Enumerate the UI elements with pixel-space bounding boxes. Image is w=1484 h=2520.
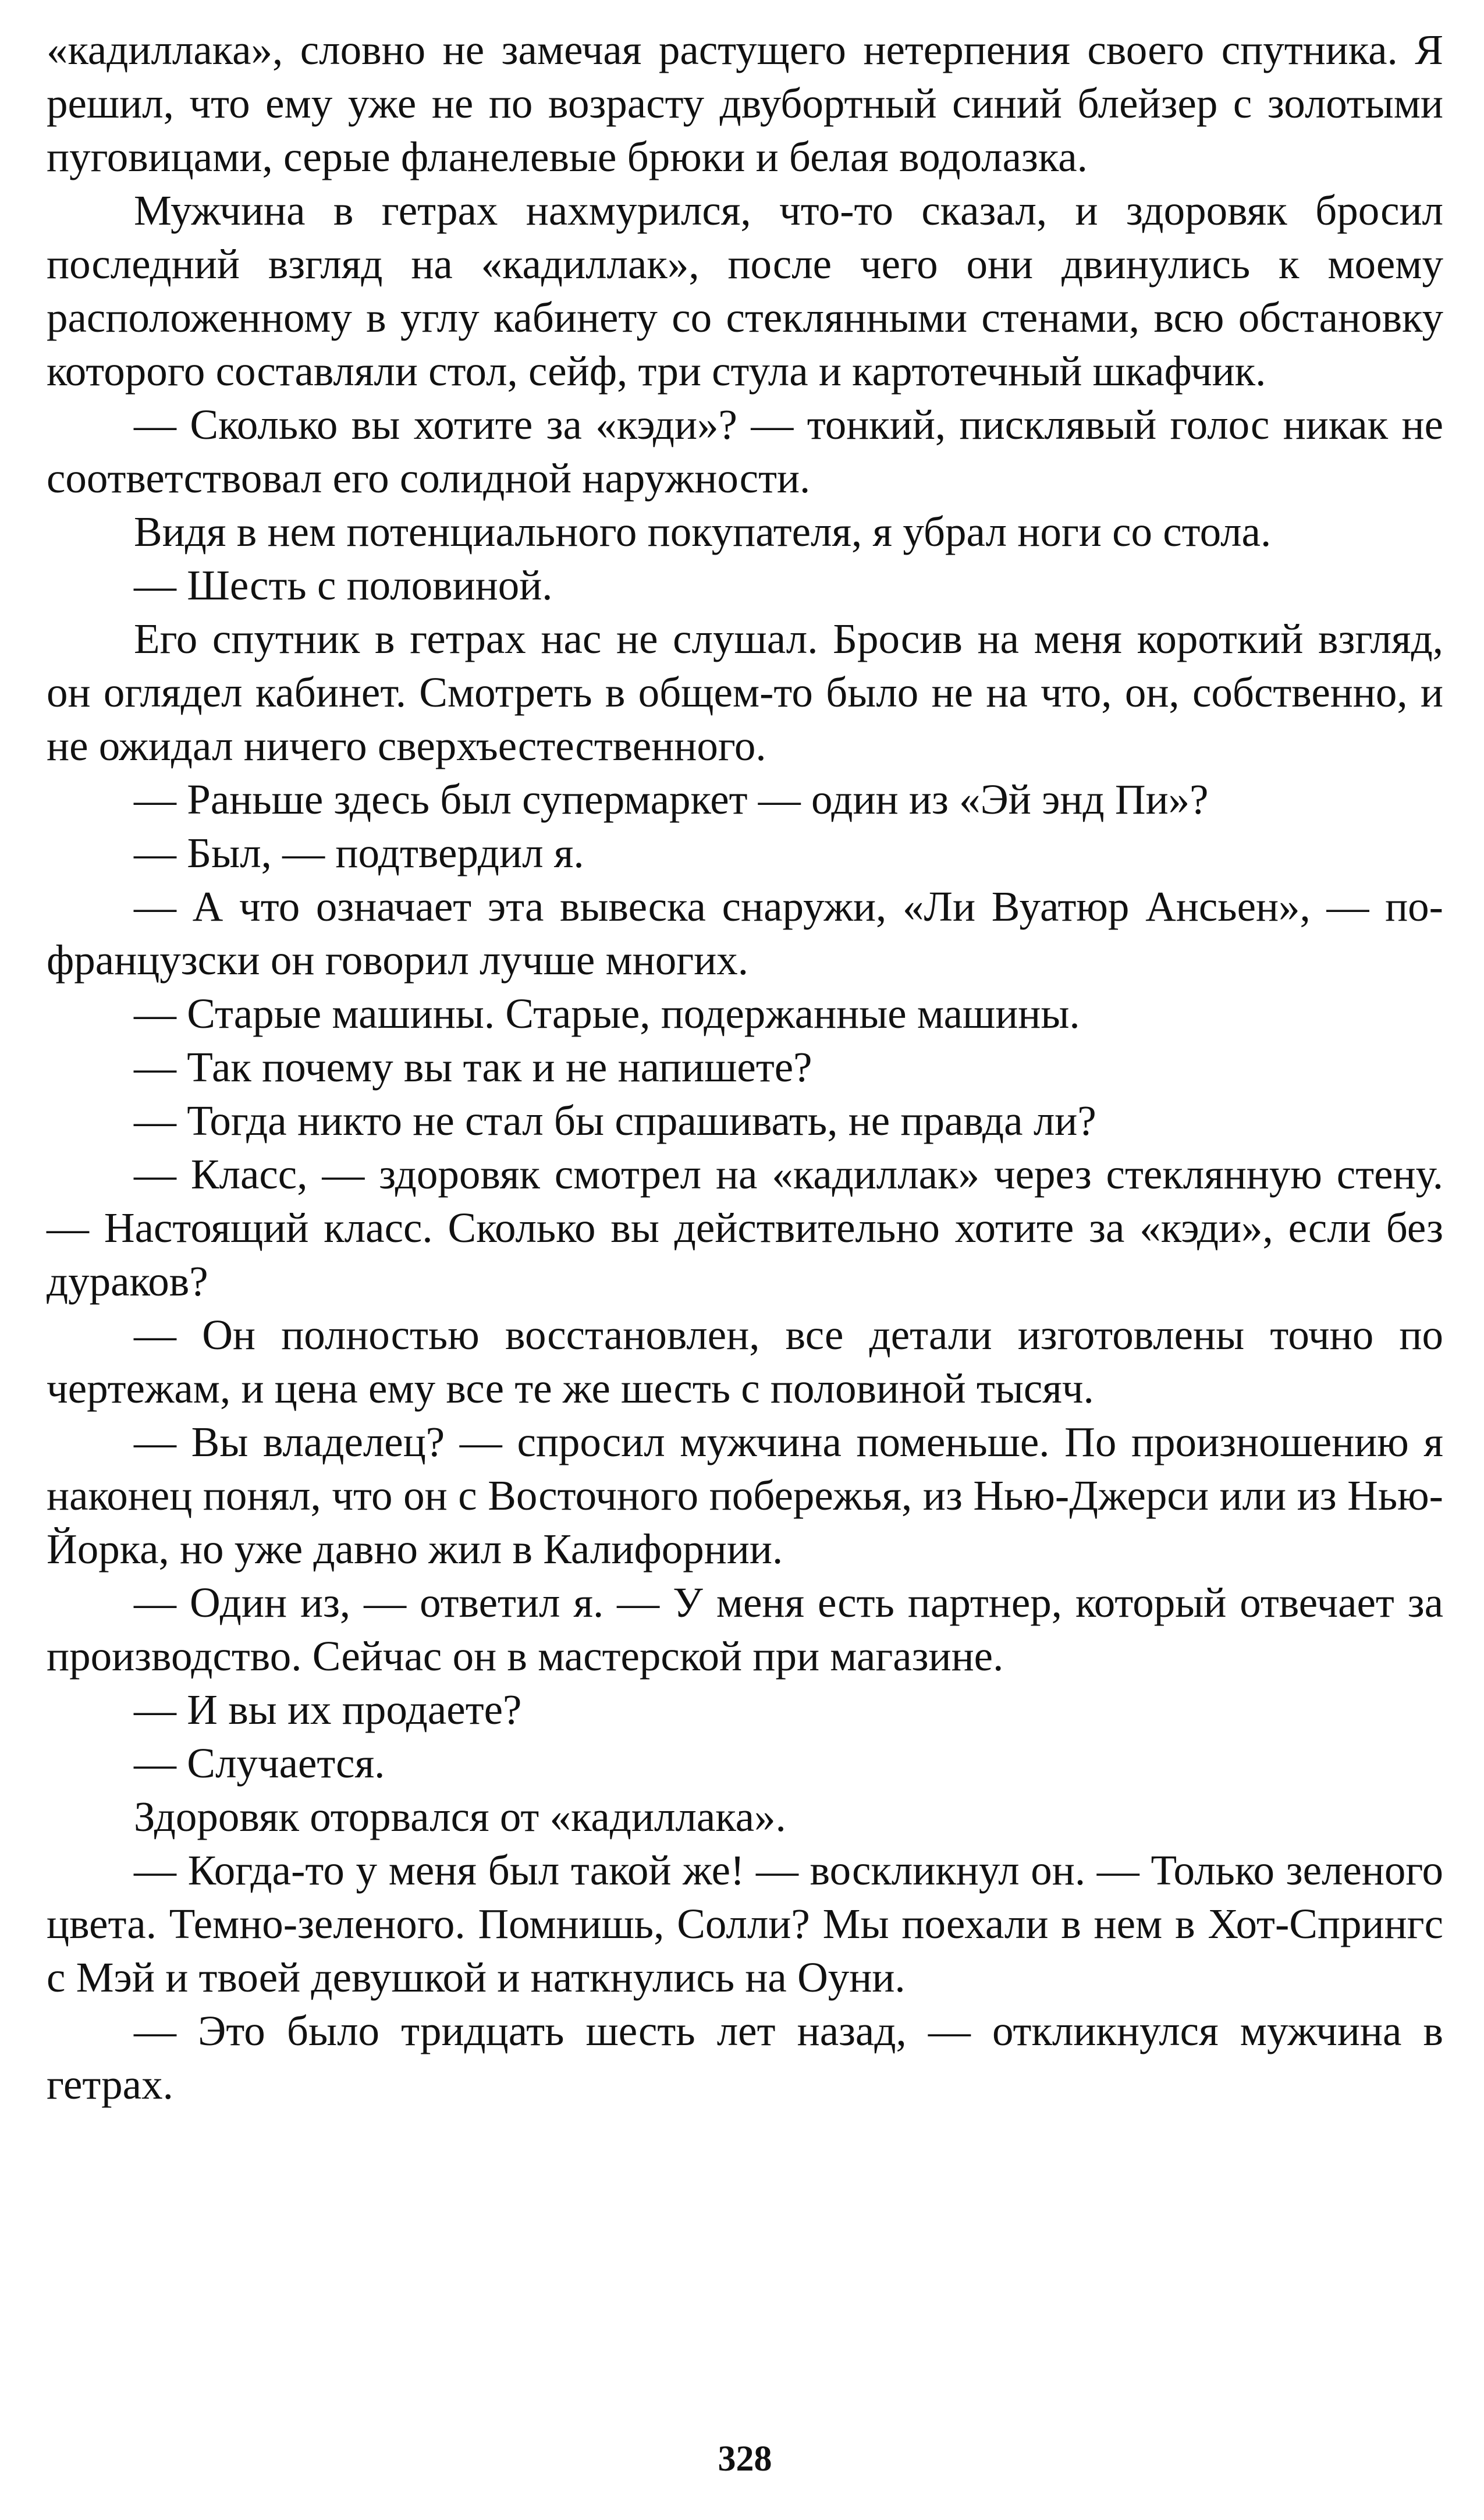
- paragraph: — Класс, — здоровяк смотрел на «кадиллак» через стеклянную стену. — Настоящий класс. Сколько вы действительно хотите за «кэди», если без дураков?: [47, 1151, 1443, 1305]
- paragraph: — Так почему вы так и не напишете?: [134, 1044, 812, 1091]
- paragraph: — Случается.: [134, 1740, 385, 1787]
- paragraph: — Это было тридцать шесть лет назад, — откликнулся мужчина в гетрах.: [47, 2007, 1443, 2108]
- paragraph: Его спутник в гетрах нас не слушал. Бросив на меня короткий взгляд, он оглядел кабинет. Смотреть в общем-то было не на что, он, собственно, и не ожидал ничего сверхъестественного.: [47, 615, 1443, 769]
- paragraph: — Он полностью восстановлен, все детали изготовлены точно по чертежам, и цена ему все те же шесть с половиной тысяч.: [47, 1311, 1443, 1412]
- paragraph: — Раньше здесь был супермаркет — один из «Эй энд Пи»?: [134, 776, 1209, 823]
- paragraph: Здоровяк оторвался от «кадиллака».: [134, 1793, 786, 1840]
- paragraph: — Когда-то у меня был такой же! — воскликнул он. — Только зеленого цвета. Темно-зеленого. Помнишь, Солли? Мы поехали в нем в Хот-Спрингс с Мэй и твоей девушкой и наткнулись на Оуни.: [47, 1847, 1443, 2001]
- page-number: 328: [718, 2439, 772, 2479]
- paragraph: — Тогда никто не стал бы спрашивать, не правда ли?: [134, 1097, 1096, 1144]
- paragraph: — И вы их продаете?: [134, 1686, 522, 1733]
- paragraph: — Вы владелец? — спросил мужчина поменьше. По произношению я наконец понял, что он с Восточного побережья, из Нью-Джерси или из Нью-Йорка, но уже давно жил в Калифорнии.: [47, 1418, 1443, 1573]
- paragraph: — Сколько вы хотите за «кэди»? — тонкий, писклявый голос никак не соответствовал его солидной наружности.: [47, 401, 1443, 502]
- paragraph: — Один из, — ответил я. — У меня есть партнер, который отвечает за производство. Сейчас он в мастерской при магазине.: [47, 1579, 1443, 1680]
- paragraph: — Был, — подтвердил я.: [134, 829, 584, 876]
- paragraph: Мужчина в гетрах нахмурился, что-то сказал, и здоровяк бросил последний взгляд на «кадиллак», после чего они двинулись к моему расположенному в углу кабинету со стеклянными стенами, всю обстановку которого составляли стол, сейф, три стула и картотечный шкафчик.: [47, 187, 1443, 395]
- paragraph: «кадиллака», словно не замечая растущего нетерпения своего спутника. Я решил, что ему уже не по возрасту двубортный синий блейзер с золотыми пуговицами, серые фланелевые брюки и белая водолазка.: [47, 26, 1443, 180]
- paragraph: — Старые машины. Старые, подержанные машины.: [134, 990, 1080, 1037]
- paragraph: Видя в нем потенциального покупателя, я убрал ноги со стола.: [134, 508, 1272, 555]
- paragraph: — Шесть с половиной.: [134, 562, 553, 609]
- book-page: [47, 23, 1443, 2497]
- paragraph: — А что означает эта вывеска снаружи, «Ли Вуатюр Ансьен», — по-французски он говорил лучше многих.: [47, 883, 1443, 984]
- body-text: [47, 23, 1443, 2111]
